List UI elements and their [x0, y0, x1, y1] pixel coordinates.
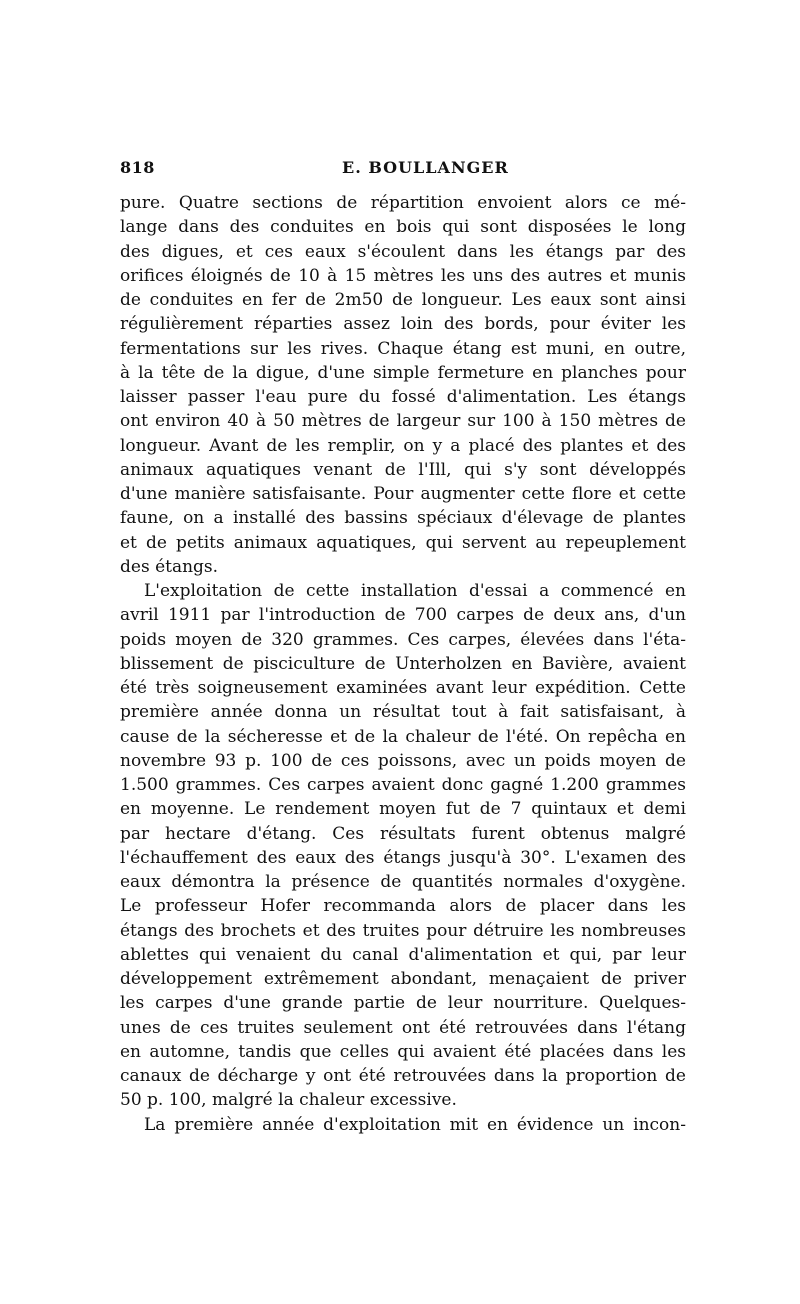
- text-line: 1.500 grammes. Ces carpes avaient donc gagné 1.200 grammes: [120, 775, 686, 795]
- text-line: lange dans des conduites en bois qui sont disposées le long: [120, 217, 686, 238]
- text-line: à la tête de la digue, d'une simple fermeture en planches pour: [120, 362, 686, 383]
- text-line: l'échauffement des eaux des étangs jusqu'à 30°. L'examen des: [120, 847, 686, 868]
- text-line: animaux aquatiques venant de l'Ill, qui s'y sont développés: [120, 459, 686, 480]
- text-line: ablettes qui venaient du canal d'alimentation et qui, par leur: [120, 944, 686, 965]
- text-line: La première année d'exploitation mit en évidence un incon-: [144, 1114, 686, 1135]
- page-header: [120, 158, 686, 182]
- text-line: L'exploitation de cette installation d'essai a commencé en: [144, 581, 686, 601]
- text-line: fermentations sur les rives. Chaque étang est muni, en outre,: [120, 338, 686, 359]
- text-line: été très soigneusement examinées avant leur expédition. Cette: [120, 678, 686, 698]
- text-line: étangs des brochets et des truites pour détruire les nombreuses: [120, 920, 686, 941]
- text-line: blissement de pisciculture de Unterholzen en Bavière, avaient: [120, 653, 686, 674]
- text-line: novembre 93 p. 100 de ces poissons, avec un poids moyen de: [120, 750, 686, 771]
- text-line: ont environ 40 à 50 mètres de largeur sur 100 à 150 mètres de: [120, 411, 686, 432]
- text-line: développement extrêmement abondant, menaçaient de priver: [120, 969, 686, 989]
- text-line: avril 1911 par l'introduction de 700 carpes de deux ans, d'un: [120, 605, 686, 626]
- text-line: d'une manière satisfaisante. Pour augmenter cette flore et cette: [120, 484, 686, 504]
- text-line: orifices éloignés de 10 à 15 mètres les uns des autres et munis: [120, 265, 686, 286]
- text-line: en automne, tandis que celles qui avaient été placées dans les: [120, 1041, 686, 1062]
- running-title: E. BOULLANGER: [342, 158, 509, 177]
- text-line: longueur. Avant de les remplir, on y a placé des plantes et des: [120, 435, 686, 456]
- text-line: cause de la sécheresse et de la chaleur de l'été. On repêcha en: [120, 726, 686, 747]
- body-text: [120, 191, 686, 1137]
- text-line: par hectare d'étang. Ces résultats furent obtenus malgré: [120, 823, 686, 844]
- text-line: première année donna un résultat tout à fait satisfaisant, à: [120, 702, 686, 723]
- text-line: Le professeur Hofer recommanda alors de placer dans les: [120, 896, 686, 917]
- text-line: laisser passer l'eau pure du fossé d'alimentation. Les étangs: [120, 387, 686, 407]
- text-line: faune, on a installé des bassins spéciaux d'élevage de plantes: [120, 508, 686, 529]
- text-line: des digues, et ces eaux s'écoulent dans les étangs par des: [120, 241, 686, 262]
- text-line: des étangs.: [120, 556, 219, 577]
- page-number: 818: [120, 158, 155, 177]
- text-line: 50 p. 100, malgré la chaleur excessive.: [120, 1090, 457, 1111]
- text-line: unes de ces truites seulement ont été retrouvées dans l'étang: [120, 1017, 686, 1038]
- text-line: les carpes d'une grande partie de leur nourriture. Quelques-: [120, 993, 686, 1014]
- text-line: en moyenne. Le rendement moyen fut de 7 quintaux et demi: [120, 799, 686, 820]
- text-line: pure. Quatre sections de répartition envoient alors ce mé-: [120, 193, 686, 213]
- text-line: canaux de décharge y ont été retrouvées dans la proportion de: [120, 1066, 686, 1086]
- text-line: poids moyen de 320 grammes. Ces carpes, élevées dans l'éta-: [120, 629, 686, 650]
- text-line: et de petits animaux aquatiques, qui servent au repeuplement: [120, 532, 686, 553]
- text-line: de conduites en fer de 2m50 de longueur. Les eaux sont ainsi: [120, 290, 686, 310]
- text-line: eaux démontra la présence de quantités normales d'oxygène.: [120, 872, 686, 892]
- text-line: régulièrement réparties assez loin des bords, pour éviter les: [120, 314, 686, 335]
